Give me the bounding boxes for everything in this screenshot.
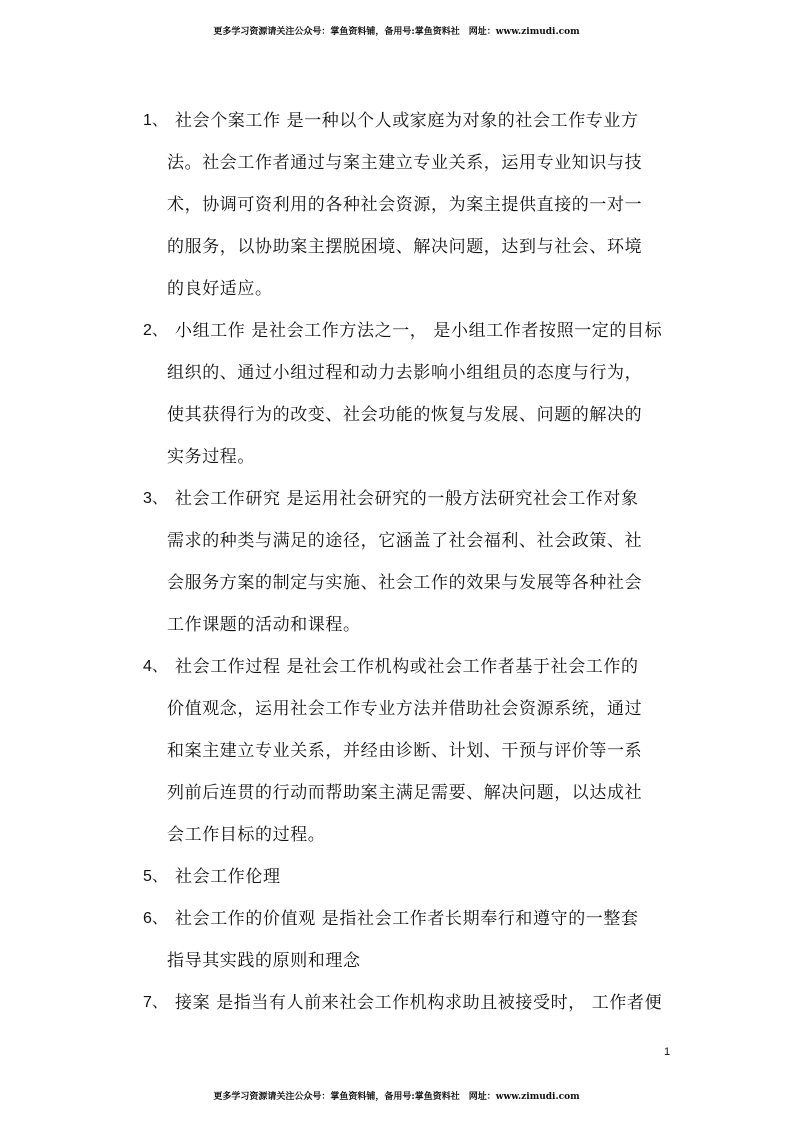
page-number: 1 — [664, 1046, 671, 1058]
item-number: 1、 — [143, 112, 168, 129]
item-4-line-4: 列前后连贯的行动而帮助案主满足需要、解决问题，以达成社 — [167, 783, 643, 803]
item-4-line-3: 和案主建立专业关系，并经由诊断、计划、干预与评价等一系 — [167, 741, 643, 761]
item-1-line-5: 的良好适应。 — [167, 279, 273, 299]
item-3-line-4: 工作课题的活动和课程。 — [167, 615, 361, 635]
item-4-line-2: 价值观念，运用社会工作专业方法并借助社会资源系统，通过 — [167, 699, 643, 719]
item-number: 5、 — [143, 868, 168, 885]
item-3-line-3: 会服务方案的制定与实施、社会工作的效果与发展等各种社会 — [167, 573, 643, 593]
item-6-line-1: 社会工作的价值观 是指社会工作者长期奉行和遵守的一整套 — [175, 909, 639, 929]
item-7-line-1: 接案 是指当有人前来社会工作机构求助且被接受时， 工作者便 — [175, 993, 663, 1013]
item-1-line-4: 的服务，以协助案主摆脱困境、解决问题，达到与社会、环境 — [167, 237, 643, 257]
footer-banner: 更多学习资源请关注公众号：掌鱼资料铺，备用号:掌鱼资料社 网址：www.zimudi.com — [213, 1092, 580, 1102]
item-2-line-1: 小组工作 是社会工作方法之一， 是小组工作者按照一定的目标 — [175, 321, 663, 341]
item-number: 3、 — [143, 490, 168, 507]
item-2-line-2: 组织的、通过小组过程和动力去影响小组组员的态度与行为， — [167, 363, 643, 383]
item-number: 4、 — [143, 658, 168, 675]
item-3-line-2: 需求的种类与满足的途径，它涵盖了社会福利、社会政策、社 — [167, 531, 643, 551]
item-4-line-5: 会工作目标的过程。 — [167, 825, 326, 845]
item-3-line-1: 社会工作研究 是运用社会研究的一般方法研究社会工作对象 — [175, 489, 639, 509]
item-1-line-3: 术，协调可资利用的各种社会资源，为案主提供直接的一对一 — [167, 195, 643, 215]
item-2-line-4: 实务过程。 — [167, 447, 255, 467]
item-number: 2、 — [143, 322, 168, 339]
item-5-line-1: 社会工作伦理 — [175, 867, 281, 887]
item-number: 6、 — [143, 910, 168, 927]
item-6-line-2: 指导其实践的原则和理念 — [167, 951, 361, 971]
item-number: 7、 — [143, 994, 168, 1011]
header-banner: 更多学习资源请关注公众号：掌鱼资料铺，备用号:掌鱼资料社 网址：www.zimudi.com — [213, 27, 580, 37]
item-4-line-1: 社会工作过程 是社会工作机构或社会工作者基于社会工作的 — [175, 657, 639, 677]
item-1-line-2: 法。社会工作者通过与案主建立专业关系，运用专业知识与技 — [167, 153, 643, 173]
item-1-line-1: 社会个案工作 是一种以个人或家庭为对象的社会工作专业方 — [175, 111, 639, 131]
item-2-line-3: 使其获得行为的改变、社会功能的恢复与发展、问题的解决的 — [167, 405, 643, 425]
